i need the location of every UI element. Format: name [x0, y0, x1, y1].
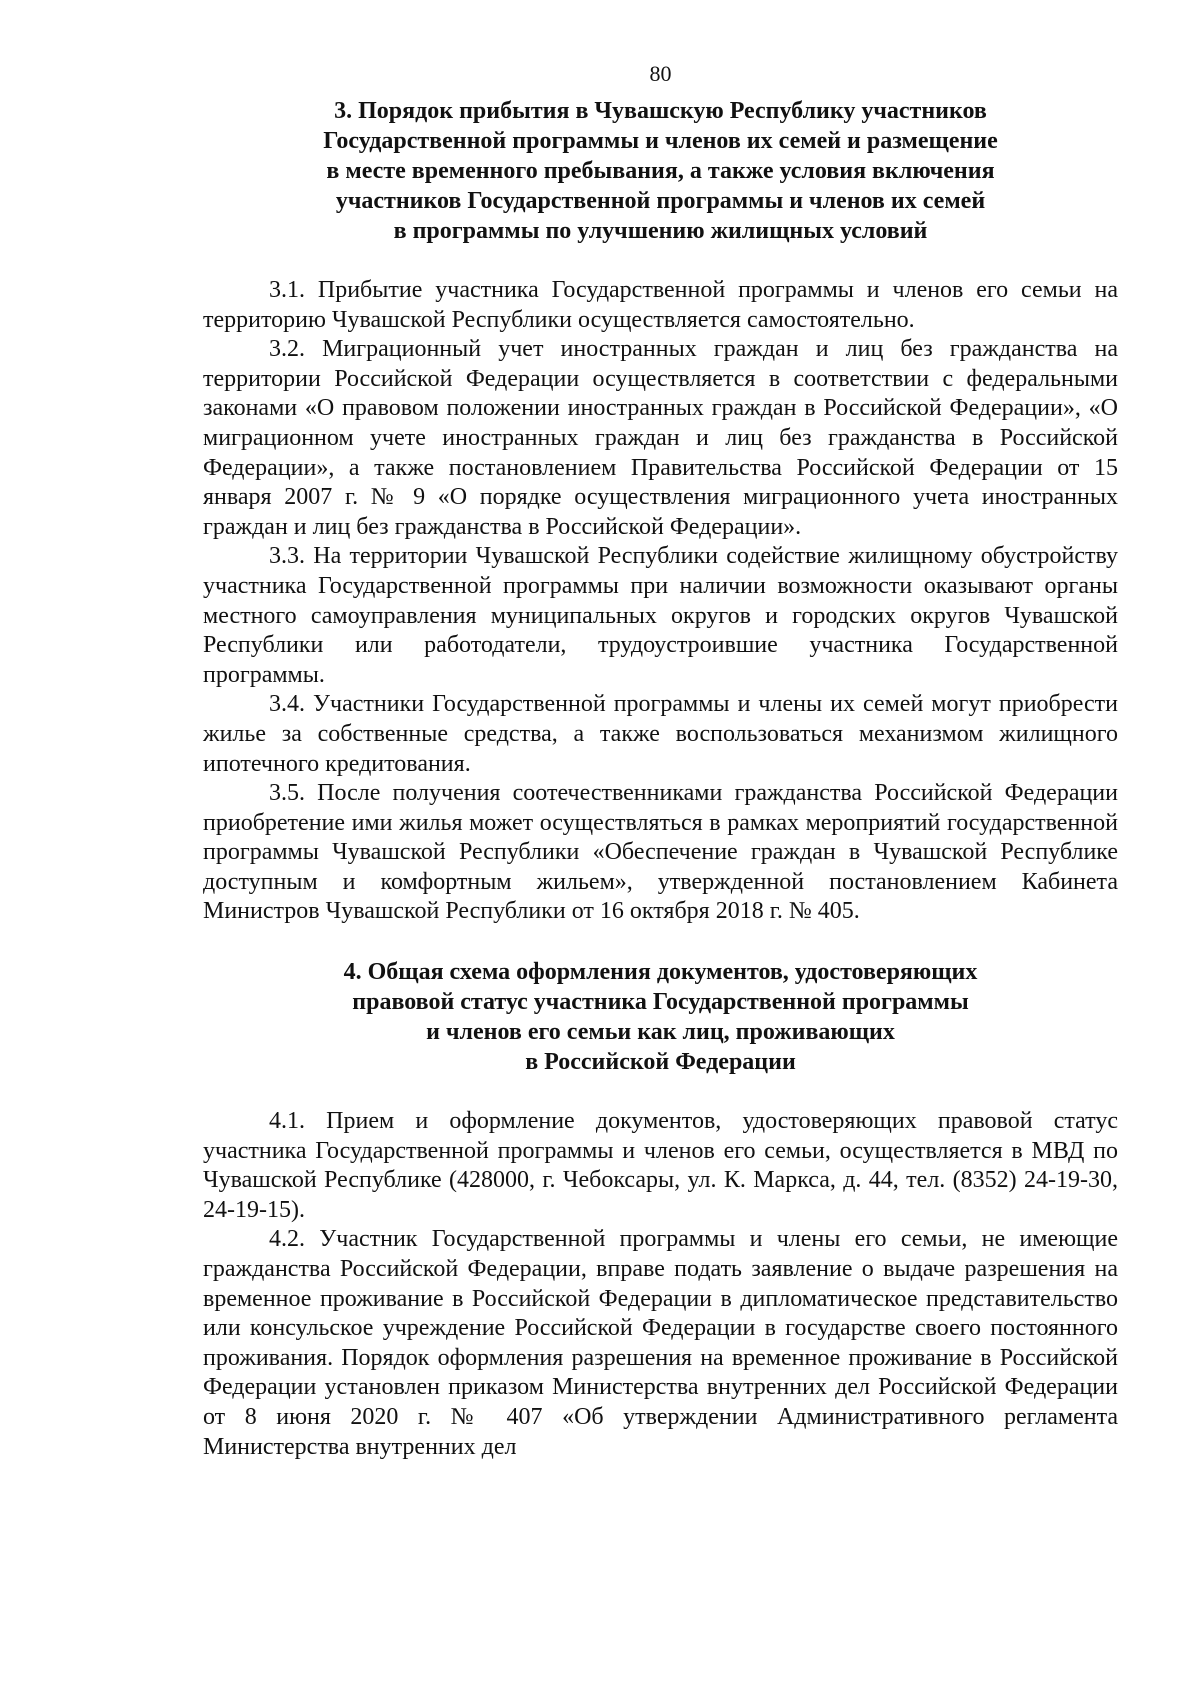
- paragraph-3-5: 3.5. После получения соотечественниками гражданства Российской Федерации приобретение ими жилья может осуществляться в рамках мероприятий государственной программы Чувашской Республики «Обеспечение граждан в Чувашской Республике доступным и комфортным жильем», утвержденной постановлением Кабинета Министров Чувашской Республики от 16 октября 2018 г. № 405.: [203, 780, 1118, 925]
- document-page: [203, 60, 1118, 1462]
- paragraph-4-2: 4.2. Участник Государственной программы и члены его семьи, не имеющие гражданства Российской Федерации, вправе подать заявление о выдаче разрешения на временное проживание в Российской Федерации в дипломатическое представительство или консульское учреждение Российской Федерации в государстве своего постоянного проживания. Порядок оформления разрешения на временное проживание в Российской Федерации установлен приказом Министерства внутренних дел Российской Федерации от 8 июня 2020 г. № 407 «Об утверждении Административного регламента Министерства внутренних дел: [203, 1226, 1118, 1460]
- paragraph-3-4: 3.4. Участники Государственной программы и члены их семей могут приобрести жилье за собственные средства, а также воспользоваться механизмом жилищного ипотечного кредитования.: [203, 691, 1118, 777]
- paragraph-4-1: 4.1. Прием и оформление документов, удостоверяющих правовой статус участника Государственной программы и членов его семьи, осуществляется в МВД по Чувашской Республике (428000, г. Чебоксары, ул. К. Маркса, д. 44, тел. (8352) 24-19-30, 24-19-15).: [203, 1108, 1118, 1223]
- section-title-line: участников Государственной программы и членов их семей: [335, 188, 986, 214]
- section-4: [203, 957, 1118, 1462]
- section-title-line: 3. Порядок прибытия в Чувашскую Республику участников: [334, 98, 987, 124]
- section-title-line: и членов его семьи как лиц, проживающих: [426, 1019, 895, 1046]
- paragraph-3-3: 3.3. На территории Чувашской Республики содействие жилищному обустройству участника Государственной программы при наличии возможности оказывают органы местного самоуправления муниципальных округов и городских округов Чувашской Республики или работодатели, трудоустроившие участника Государственной программы.: [203, 543, 1118, 688]
- section-3-title: [203, 96, 1118, 246]
- section-title-line: в Российской Федерации: [525, 1049, 796, 1076]
- section-title-line: в программы по улучшению жилищных условий: [393, 218, 928, 244]
- section-title-line: Государственной программы и членов их семей и размещение: [323, 128, 998, 154]
- section-title-line: в месте временного пребывания, а также условия включения: [326, 158, 995, 184]
- section-title-line: 4. Общая схема оформления документов, удостоверяющих: [343, 959, 978, 986]
- page-number: 80: [649, 61, 672, 86]
- section-3: [203, 96, 1118, 927]
- paragraph-3-1: 3.1. Прибытие участника Государственной программы и членов его семьи на территорию Чувашской Республики осуществляется самостоятельно.: [203, 277, 1118, 333]
- paragraph-3-2: 3.2. Миграционный учет иностранных граждан и лиц без гражданства на территории Российской Федерации осуществляется в соответствии с федеральными законами «О правовом положении иностранных граждан в Российской Федерации», «О миграционном учете иностранных граждан и лиц без гражданства в Российской Федерации», а также постановлением Правительства Российской Федерации от 15 января 2007 г. № 9 «О порядке осуществления миграционного учета иностранных граждан и лиц без гражданства в Российской Федерации».: [203, 336, 1118, 540]
- section-4-title: [203, 957, 1118, 1077]
- section-title-line: правовой статус участника Государственной программы: [352, 989, 969, 1016]
